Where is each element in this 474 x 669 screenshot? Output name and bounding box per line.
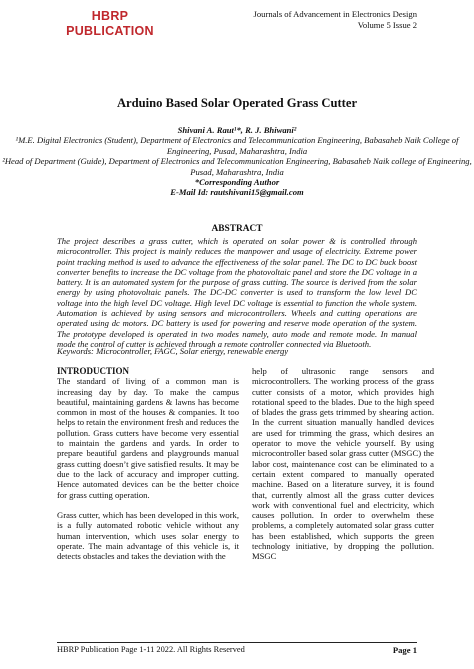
author-block: [0, 125, 474, 198]
footer-copyright: HBRP Publication Page 1-11 2022. All Rights Reserved: [57, 645, 245, 654]
paper-title: Arduino Based Solar Operated Grass Cutter: [116, 96, 358, 110]
paragraph: The standard of living of a common man is increasing day by day. To make the campus beautiful, maintaining gardens & lawns has become common in most of the houses & companies. It too helps to retain the environment fresh and reduces the pollution. Grass cutters have become very essential to maintain the gardens and yards. In order to prepare beautiful gardens and playgrounds manual grass cutting doesn’t give satisfied results. It may be due to the lack of accuracy and improper cutting. Hence automated devices can be the better choice for grass cutting operation.: [57, 376, 239, 500]
logo-line-1: HBRP: [91, 9, 129, 23]
paragraph: Grass cutter, which has been developed in this work, is a fully automated robotic vehicle without any human intervention, which uses solar energy to operate. The main advantage of this vehicle is, it detects obstacles and takes the deviation with the: [57, 510, 239, 562]
corresponding-author: *Corresponding Author: [194, 177, 280, 188]
abstract-text: The project describes a grass cutter, which is operated on solar power & is controlled through microcontroller. This project is mainly reduces the manpower and usage of electricity. Extreme power point tracking method is used to advance the effectiveness of the solar panel. The DC to DC buck boost converter benefits to increase the DC voltage from the photovoltaic panel and store the DC voltage in a battery. It is an automated system for the purpose of grass cutting. The source is derived from the solar energy by using photovoltaic panels. The DC-DC converter is used to transform the low level DC voltage into the high level DC voltage. High level DC voltage is essential to function the whole system. Automation is achieved by using sensors and microcontrollers. Wheels and cutting operations are operated using dc motors. DC battery is used for powering and reserve mode operation of the system. The prototype developed is operated in two modes namely, auto mode and remote mode. In manual mode the control of cutter is achieved through a remote controller connected via Bluetooth.: [57, 236, 417, 349]
page-number: Page 1: [392, 645, 417, 655]
logo-line-2: PUBLICATION: [66, 24, 154, 38]
right-column: [252, 366, 434, 572]
abstract-heading: ABSTRACT: [211, 224, 263, 234]
journal-name: Journals of Advancement in Electronics Design: [253, 9, 417, 19]
journal-info: [254, 9, 417, 30]
keywords: Keywords: Microcontroller, FAGC, Solar energy, renewable energy: [57, 346, 289, 356]
affiliation-1: ¹M.E. Digital Electronics (Student), Department of Electronics and Telecommunication Engineering, Babasaheb Naik College of Engineering, Pusad, Maharashtra, India: [15, 135, 459, 156]
author-names: Shivani A. Raut¹*, R. J. Bhiwani²: [177, 125, 297, 135]
journal-volume: Volume 5 Issue 2: [357, 19, 417, 30]
author-email: E-Mail Id: rautshivani15@gmail.com: [170, 187, 304, 198]
paragraph: help of ultrasonic range sensors and microcontrollers. The working process of the grass cutter consists of a motor, which provides high rotational speed to the blades. Due to the high speed of blades the grass gets trimmed by shearing action. In the current situation manually handled devices are used for trimming the grass, which desires an operator to move the vehicle yourself. By using microcontroller based solar grass cutter (MSGC) the labor cost, maintenance cost can be eliminated to a certain extent compared to manually operated machine. Based on a literature survey, it is found that, currently almost all the grass cutter devices work with conventional fuel and electricity, which causes pollution. In order to overwhelm these problems, a completely automated solar grass cutter has been established, which supports the green technology initiative, by dropping the pollution. MSGC: [252, 366, 434, 562]
publisher-logo: [55, 9, 165, 39]
left-column: [57, 366, 239, 572]
affiliation-2: ²Head of Department (Guide), Department of Electronics and Telecommunication Engineering, Babasaheb Naik college of Engineering, Pusad, Maharashtra, India: [2, 156, 472, 177]
footer-divider: [57, 642, 417, 643]
introduction-heading: INTRODUCTION: [57, 366, 130, 376]
